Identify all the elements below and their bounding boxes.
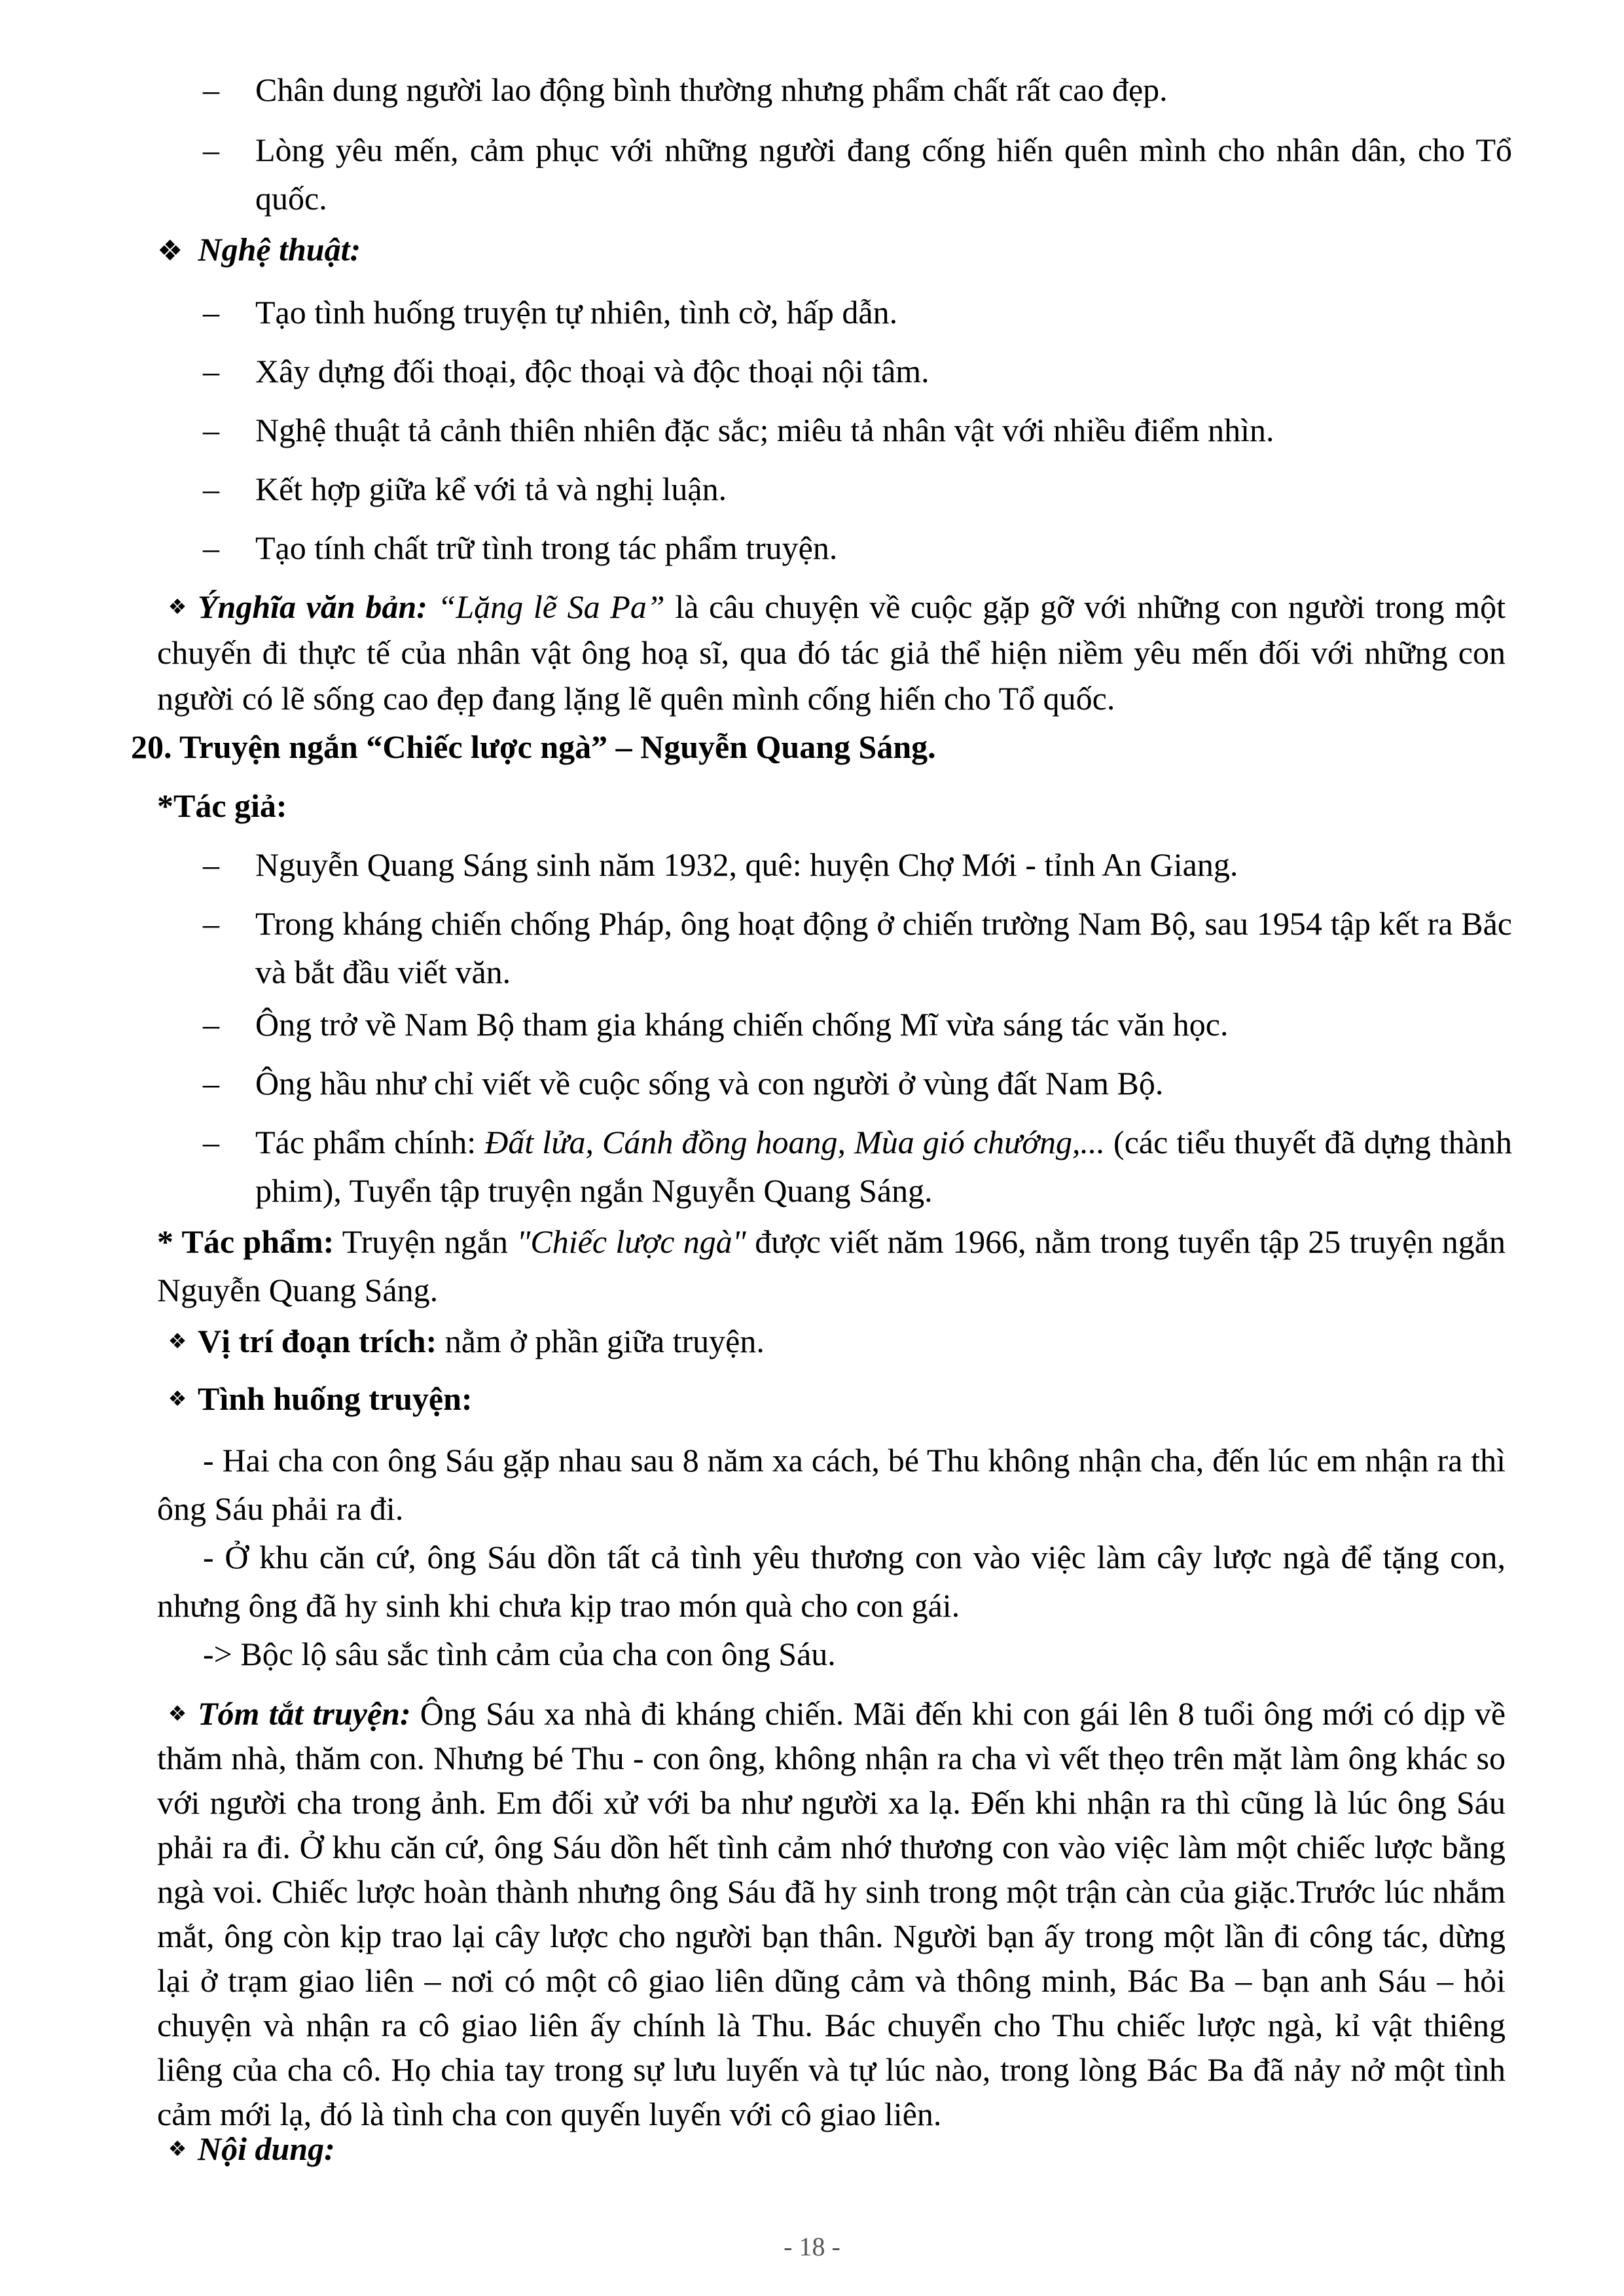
list-item-text: Ông trở về Nam Bộ tham gia kháng chiến chống Mĩ vừa sáng tác văn học. — [255, 1006, 1229, 1043]
situation-paragraph-3: -> Bộc lộ sâu sắc tình cảm của cha con ông Sáu. — [203, 1636, 836, 1672]
page-number: - 18 - — [784, 2232, 840, 2261]
summary-paragraph — [157, 1691, 1506, 2136]
dash-bullet: – — [203, 529, 219, 566]
content-heading — [157, 2125, 1512, 2173]
diamond-bullet-icon: ❖ — [168, 595, 187, 619]
work-title: "Chiếc lược ngà" — [516, 1223, 746, 1260]
work-label: * Tác phẩm: — [157, 1223, 334, 1260]
meaning-paragraph — [157, 584, 1506, 721]
meaning-text: là câu chuyện về cuộc gặp gỡ với những con người trong một chuyến đi thực tế của nhân vật ông hoạ sĩ, qua đó tác giả thể hiện niềm yêu mến đối với những con người có lẽ sống cao đẹp đang lặng lẽ quên mình cống hiến cho Tổ quốc. — [157, 588, 1506, 717]
meaning-title: “Lặng lẽ Sa Pa” — [437, 588, 665, 625]
position-label: Vị trí đoạn trích: — [198, 1323, 437, 1359]
dash-bullet: – — [203, 471, 219, 507]
list-item — [203, 899, 1512, 996]
list-item — [203, 347, 1512, 395]
dash-bullet: – — [203, 71, 219, 108]
list-item — [203, 288, 1512, 336]
list-item — [203, 126, 1512, 223]
work-text-1: Truyện ngắn — [334, 1223, 517, 1260]
list-item-text: Nghệ thuật tả cảnh thiên nhiên đặc sắc; miêu tả nhân vật với nhiều điểm nhìn. — [255, 412, 1274, 448]
list-item-text: Kết hợp giữa kể với tả và nghị luận. — [255, 471, 727, 507]
dash-bullet: – — [203, 353, 219, 389]
works-suffix: (các tiểu thuyết đã dựng thành phim), Tuyển tập truyện ngắn Nguyễn Quang Sáng. — [255, 1124, 1512, 1209]
situation-paragraph-1: - Hai cha con ông Sáu gặp nhau sau 8 năm xa cách, bé Thu không nhận cha, đến lúc em nhận ra thì ông Sáu phải ra đi. — [157, 1442, 1506, 1527]
list-item-text: Xây dựng đối thoại, độc thoại và độc thoại nội tâm. — [255, 353, 929, 389]
meaning-label: Ýnghĩa văn bản: — [198, 588, 427, 625]
list-item — [203, 406, 1512, 454]
summary-label: Tóm tắt truyện: — [198, 1695, 411, 1732]
situation-label: Tình huống truyện: — [198, 1380, 473, 1417]
dash-bullet: – — [203, 294, 219, 331]
list-item-text: Tạo tính chất trữ tình trong tác phẩm truyện. — [255, 529, 838, 566]
work-paragraph — [157, 1217, 1506, 1314]
list-item — [203, 1118, 1512, 1215]
list-item — [203, 1000, 1512, 1049]
section-heading: 20. Truyện ngắn “Chiếc lược ngà” – Nguyễn Quang Sáng. — [131, 728, 936, 765]
work-text-2: được viết năm 1966, nằm trong tuyển tập 25 truyện ngắn Nguyễn Quang Sáng. — [157, 1223, 1506, 1308]
art-heading — [157, 225, 1532, 276]
list-item-text: Lòng yêu mến, cảm phục với những người đang cống hiến quên mình cho nhân dân, cho Tổ quốc. — [255, 132, 1512, 217]
position-paragraph — [157, 1317, 1512, 1365]
list-item — [203, 524, 1512, 572]
dash-bullet: – — [203, 412, 219, 448]
dash-bullet: – — [203, 1065, 219, 1102]
diamond-bullet-icon: ❖ — [168, 2137, 187, 2161]
author-label: *Tác giả: — [157, 787, 287, 824]
dash-bullet: – — [203, 846, 219, 883]
list-item-text: Tạo tình huống truyện tự nhiên, tình cờ, hấp dẫn. — [255, 294, 898, 331]
list-item — [203, 1059, 1512, 1107]
list-item-text: Ông hầu như chỉ viết về cuộc sống và con người ở vùng đất Nam Bộ. — [255, 1065, 1164, 1102]
diamond-bullet-icon: ❖ — [157, 235, 183, 267]
art-heading-label: Nghệ thuật: — [198, 231, 361, 268]
dash-bullet: – — [203, 132, 219, 168]
situation-heading — [157, 1374, 1512, 1423]
list-item — [203, 465, 1512, 513]
works-titles: Đất lửa, Cánh đồng hoang, Mùa gió chướng,... — [484, 1124, 1105, 1160]
situation-paragraph-2: - Ở khu căn cứ, ông Sáu dồn tất cả tình yêu thương con vào việc làm cây lược ngà để tặng con, nhưng ông đã hy sinh khi chưa kịp trao món quà cho con gái. — [157, 1539, 1506, 1624]
list-item — [203, 65, 1512, 114]
dash-bullet: – — [203, 1124, 219, 1160]
position-text: nằm ở phần giữa truyện. — [437, 1323, 765, 1359]
list-item-text: Chân dung người lao động bình thường nhưng phẩm chất rất cao đẹp. — [255, 71, 1168, 108]
diamond-bullet-icon: ❖ — [168, 1329, 187, 1353]
list-item-text: Nguyễn Quang Sáng sinh năm 1932, quê: huyện Chợ Mới - tỉnh An Giang. — [255, 846, 1238, 883]
works-prefix: Tác phẩm chính: — [255, 1124, 485, 1160]
content-label: Nội dung: — [198, 2130, 335, 2167]
summary-text: Ông Sáu xa nhà đi kháng chiến. Mãi đến khi con gái lên 8 tuổi ông mới có dịp về thăm nhà, thăm con. Nhưng bé Thu - con ông, không nhận ra cha vì vết thẹo trên mặt làm ông khác so với người cha trong ảnh. Em đối xử với ba như người xa lạ. Đến khi nhận ra thì cũng là lúc ông Sáu phải ra đi. Ở khu căn cứ, ông Sáu dồn hết tình cảm nhớ thương con vào việc làm một chiếc lược bằng ngà voi. Chiếc lược hoàn thành nhưng ông Sáu đã hy sinh trong một trận càn của giặc.Trước lúc nhắm mắt, ông còn kịp trao lại cây lược cho người bạn thân. Người bạn ấy trong một lần đi công tác, dừng lại ở trạm giao liên – nơi có một cô giao liên dũng cảm và thông minh, Bác Ba – bạn anh Sáu – hỏi chuyện và nhận ra cô giao liên ấy chính là Thu. Bác chuyển cho Thu chiếc lược ngà, kỉ vật thiêng liêng của cha cô. Họ chia tay trong sự lưu luyến và tự lúc nào, trong lòng Bác Ba đã nảy nở một tình cảm mới lạ, đó là tình cha con quyến luyến với cô giao liên. — [157, 1695, 1506, 2132]
dash-bullet: – — [203, 905, 219, 942]
dash-bullet: – — [203, 1006, 219, 1043]
diamond-bullet-icon: ❖ — [168, 1387, 187, 1410]
list-item — [203, 840, 1512, 889]
diamond-bullet-icon: ❖ — [168, 1702, 187, 1725]
list-item-text: Trong kháng chiến chống Pháp, ông hoạt động ở chiến trường Nam Bộ, sau 1954 tập kết ra Bắc và bắt đầu viết văn. — [255, 905, 1512, 990]
works-item-text — [255, 1118, 1512, 1215]
